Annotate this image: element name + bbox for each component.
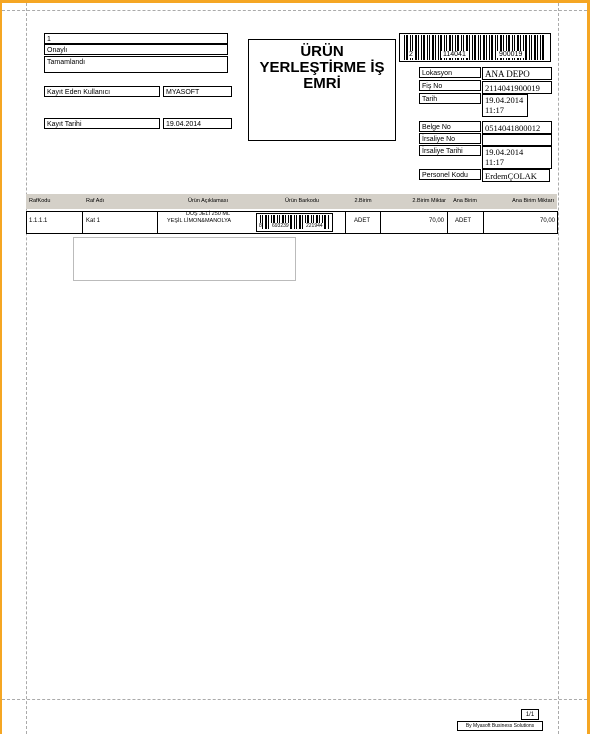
date-value-date: 19.04.2014 — [485, 95, 524, 105]
barcode-bar — [489, 35, 490, 60]
barcode-digits-mid: 114041 — [443, 51, 466, 58]
barcode-bar — [438, 35, 439, 60]
slip-barcode-bars — [400, 34, 550, 61]
margin-guide-left — [26, 3, 27, 734]
barcode-bar — [421, 35, 422, 60]
table-header — [26, 194, 557, 209]
waybill-date-value — [482, 146, 552, 169]
barcode-bar — [429, 35, 430, 60]
barcode-bar — [483, 35, 485, 60]
row-divider — [82, 211, 83, 234]
col-unit2-qty: 2.Birim Miktar — [412, 198, 446, 204]
date-value-time: 11:17 — [485, 105, 505, 115]
barcode-bar — [302, 215, 303, 229]
col-shelf-code: RafKodu — [29, 198, 51, 204]
barcode-digits-end: 900019 — [499, 51, 523, 58]
item-barcode-mid: 693239 — [272, 223, 289, 229]
barcode-bar — [262, 215, 263, 229]
cell-unit2-qty: 70,00 — [428, 218, 444, 224]
date-value — [482, 94, 528, 117]
waybill-label: İrsaliye No — [419, 133, 481, 144]
barcode-bar — [423, 35, 425, 60]
row-divider — [483, 211, 484, 234]
margin-guide-right — [558, 3, 559, 734]
waybill-date-time: 11:17 — [485, 157, 505, 167]
row-divider — [345, 211, 346, 234]
col-main-unit: Ana Birim — [453, 198, 477, 204]
barcode-bar — [474, 35, 476, 60]
barcode-digit-first: 2 — [409, 51, 413, 58]
margin-guide-bottom — [2, 699, 587, 700]
barcode-bar — [525, 35, 527, 60]
staff-label: Personel Kodu — [419, 169, 481, 180]
barcode-bar — [268, 215, 269, 229]
barcode-bar — [404, 35, 405, 60]
barcode-bar — [534, 35, 536, 60]
date-label: Tarih — [419, 93, 481, 104]
row-divider — [557, 211, 558, 234]
barcode-bar — [495, 35, 496, 60]
barcode-bar — [299, 215, 301, 229]
status-code: 1 — [44, 33, 228, 44]
slip-barcode — [399, 33, 551, 62]
barcode-bar — [296, 215, 297, 229]
barcode-bar — [432, 35, 434, 60]
row-top-border — [26, 211, 557, 212]
barcode-bar — [472, 35, 473, 60]
waybill-date-date: 19.04.2014 — [485, 147, 524, 157]
cell-unit2: ADET — [354, 218, 371, 224]
barcode-bar — [469, 35, 470, 60]
cell-main-qty: 70,00 — [539, 218, 555, 224]
barcode-bar — [480, 35, 481, 60]
col-unit2: 2.Birim — [354, 198, 372, 204]
col-product-barcode: Ürün Barkodu — [285, 198, 319, 204]
doc-label: Belge No — [419, 121, 481, 132]
slip-value: 2114041900019 — [482, 81, 552, 94]
location-value: ANA DEPO — [482, 67, 552, 80]
item-barcode-left: 8 — [259, 223, 262, 229]
doc-value: 0514041800012 — [482, 121, 552, 134]
barcode-bar — [324, 215, 326, 229]
barcode-bar — [328, 215, 329, 229]
page-number: 1/1 — [521, 709, 539, 720]
cell-desc-line-2: YEŞİL LİMON&MANOLYA — [166, 218, 232, 224]
item-barcode-right: 221944 — [306, 223, 323, 229]
barcode-bar — [486, 35, 487, 60]
cell-main-unit: ADET — [455, 218, 472, 224]
slip-label: Fiş No — [419, 80, 481, 91]
barcode-bar — [427, 35, 428, 60]
barcode-bar — [529, 35, 530, 60]
row-divider — [157, 211, 158, 234]
empty-placeholder-box — [73, 237, 296, 281]
status-approval: Onaylı — [44, 44, 228, 55]
document-title — [248, 39, 396, 141]
barcode-bar — [531, 35, 532, 60]
barcode-bar — [415, 35, 417, 60]
barcode-bar — [540, 35, 541, 60]
location-label: Lokasyon — [419, 67, 481, 78]
cell-desc-line-1: DUŞ JELİ 250 ML — [185, 211, 231, 217]
footer-credit: By Myasoft Business Solutions — [457, 721, 543, 731]
barcode-bar — [542, 35, 544, 60]
barcode-bar — [491, 35, 493, 60]
barcode-bar — [290, 215, 292, 229]
barcode-bar — [265, 215, 267, 229]
cell-shelf-name: Kat 1 — [86, 218, 101, 224]
waybill-date-label: İrsaliye Tarihi — [419, 145, 481, 156]
barcode-bar — [435, 35, 436, 60]
col-product-desc: Ürün Açıklaması — [187, 198, 229, 204]
barcode-bar — [418, 35, 419, 60]
barcode-bar — [478, 35, 479, 60]
waybill-value — [482, 134, 552, 146]
barcode-bar — [537, 35, 538, 60]
row-bottom-border — [26, 233, 557, 234]
status-state: Tamamlandı — [44, 56, 228, 73]
staff-value: ErdemÇOLAK — [482, 169, 550, 182]
col-main-qty: Ana Birim Miktarı — [512, 198, 554, 204]
report-page — [2, 3, 587, 734]
created-by-label: Kayıt Eden Kullanıcı — [44, 86, 160, 97]
title-line-3: EMRİ — [303, 75, 341, 92]
margin-guide-top — [2, 10, 587, 11]
record-date-label: Kayıt Tarihi — [44, 118, 160, 129]
barcode-bar — [294, 215, 295, 229]
record-date-value: 19.04.2014 — [163, 118, 232, 129]
title-line-1: ÜRÜN — [300, 43, 344, 60]
title-line-2: YERLEŞTİRME İŞ — [259, 59, 385, 76]
created-by-value: MYASOFT — [163, 86, 232, 97]
cell-shelf-code: 1.1.1.1 — [29, 218, 48, 224]
row-divider — [26, 211, 27, 234]
item-barcode — [256, 213, 333, 232]
col-shelf-name: Raf Adı — [86, 198, 105, 204]
row-divider — [447, 211, 448, 234]
row-divider — [380, 211, 381, 234]
